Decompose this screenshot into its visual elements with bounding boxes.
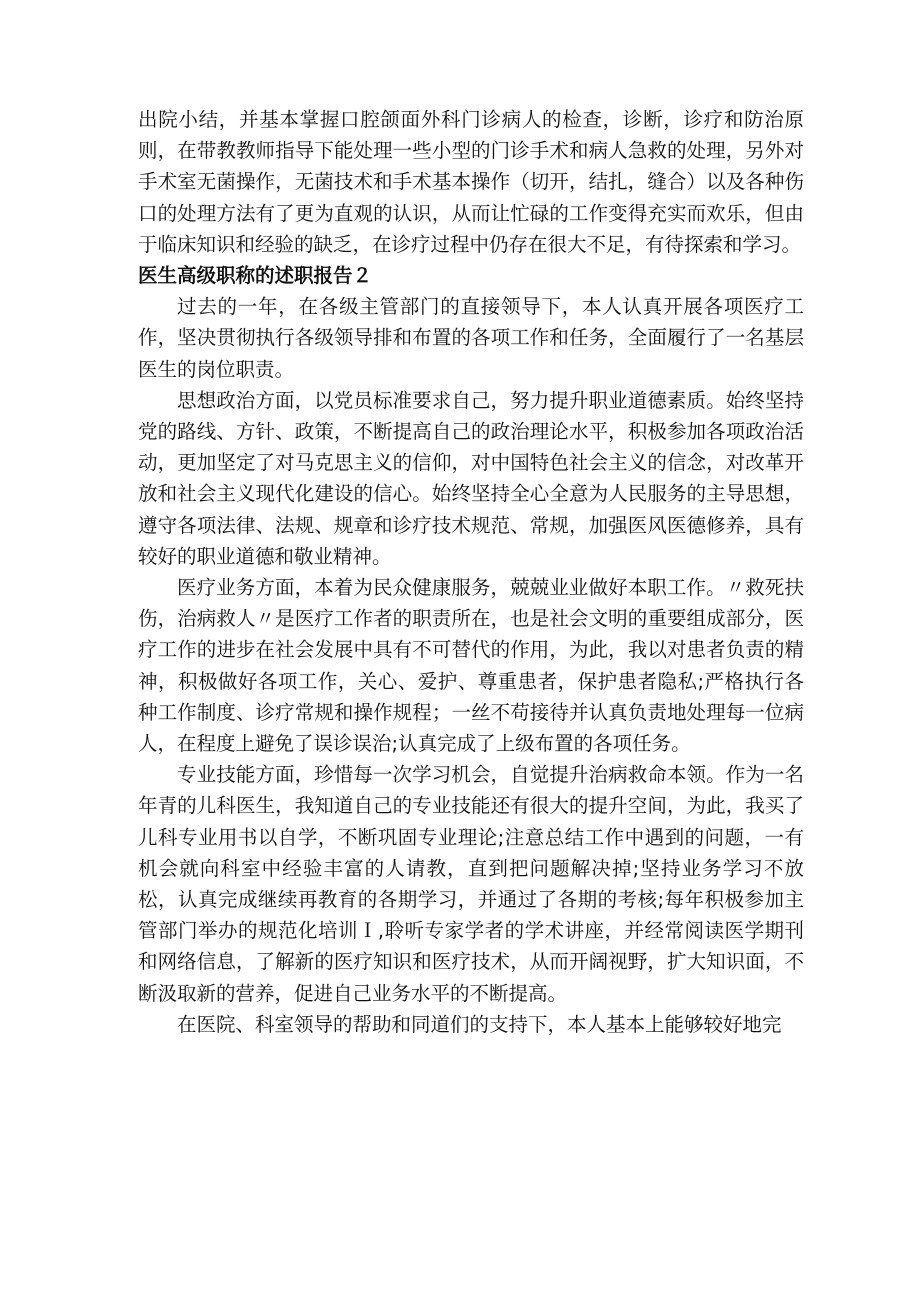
document-body	[138, 104, 804, 1040]
paragraph-medical-work: 医疗业务方面，本着为民众健康服务，兢兢业业做好本职工作。〃救死扶伤，治病救人〃是医疗工作者的职责所在，也是社会文明的重要组成部分，医疗工作的进步在社会发展中具有不可替代的作用，为此，我以对患者负责的精神，积极做好各项工作，关心、爱护、尊重患者，保护患者隐私;严格执行各种工作制度、诊疗常规和操作规程；一丝不苟接待并认真负责地处理每一位病人，在程度上避免了误诊误治;认真完成了上级布置的各项任务。	[138, 576, 804, 756]
paragraph-overview: 过去的一年，在各级主管部门的直接领导下，本人认真开展各项医疗工作，坚决贯彻执行各级领导排和布置的各项工作和任务，全面履行了一名基层医生的岗位职责。	[138, 295, 804, 381]
paragraph-professional-skills: 专业技能方面，珍惜每一次学习机会，自觉提升治病救命本领。作为一名年青的儿科医生，我知道自己的专业技能还有很大的提升空间，为此，我买了儿科专业用书以自学，不断巩固专业理论;注意总结工作中遇到的问题，一有机会就向科室中经验丰富的人请教，直到把问题解决掉;坚持业务学习不放松，认真完成继续再教育的各期学习，并通过了各期的考核;每年积极参加主管部门举办的规范化培训Ｉ,聆听专家学者的学术讲座，并经常阅读医学期刊和网络信息，了解新的医疗知识和医疗技术，从而开阔视野，扩大知识面，不断汲取新的营养，促进自己业务水平的不断提高。	[138, 763, 804, 1005]
paragraph-closing-fragment: 在医院、科室领导的帮助和同道们的支持下，本人基本上能够较好地完	[177, 1012, 782, 1036]
section-heading: 医生高级职称的述职报告２	[138, 264, 373, 288]
paragraph-political: 思想政治方面，以党员标准要求自己，努力提升职业道德素质。始终坚持党的路线、方针、政策，不断提高自己的政治理论水平，积极参加各项政治活动，更加坚定了对马克思主义的信仰，对中国特色社会主义的信念，对改革开放和社会主义现代化建设的信心。始终坚持全心全意为人民服务的主导思想，遵守各项法律、法规、规章和诊疗技术规范、常规，加强医风医德修养，具有较好的职业道德和敬业精神。	[138, 388, 804, 568]
intro-paragraph: 出院小结，并基本掌握口腔颌面外科门诊病人的检查，诊断，诊疗和防治原则，在带教教师指导下能处理一些小型的门诊手术和病人急救的处理，另外对手术室无菌操作，无菌技术和手术基本操作（切开，结扎，缝合）以及各种伤口的处理方法有了更为直观的认识，从而让忙碌的工作变得充实而欢乐，但由于临床知识和经验的缺乏，在诊疗过程中仍存在很大不足，有待探索和学习。	[138, 108, 804, 256]
